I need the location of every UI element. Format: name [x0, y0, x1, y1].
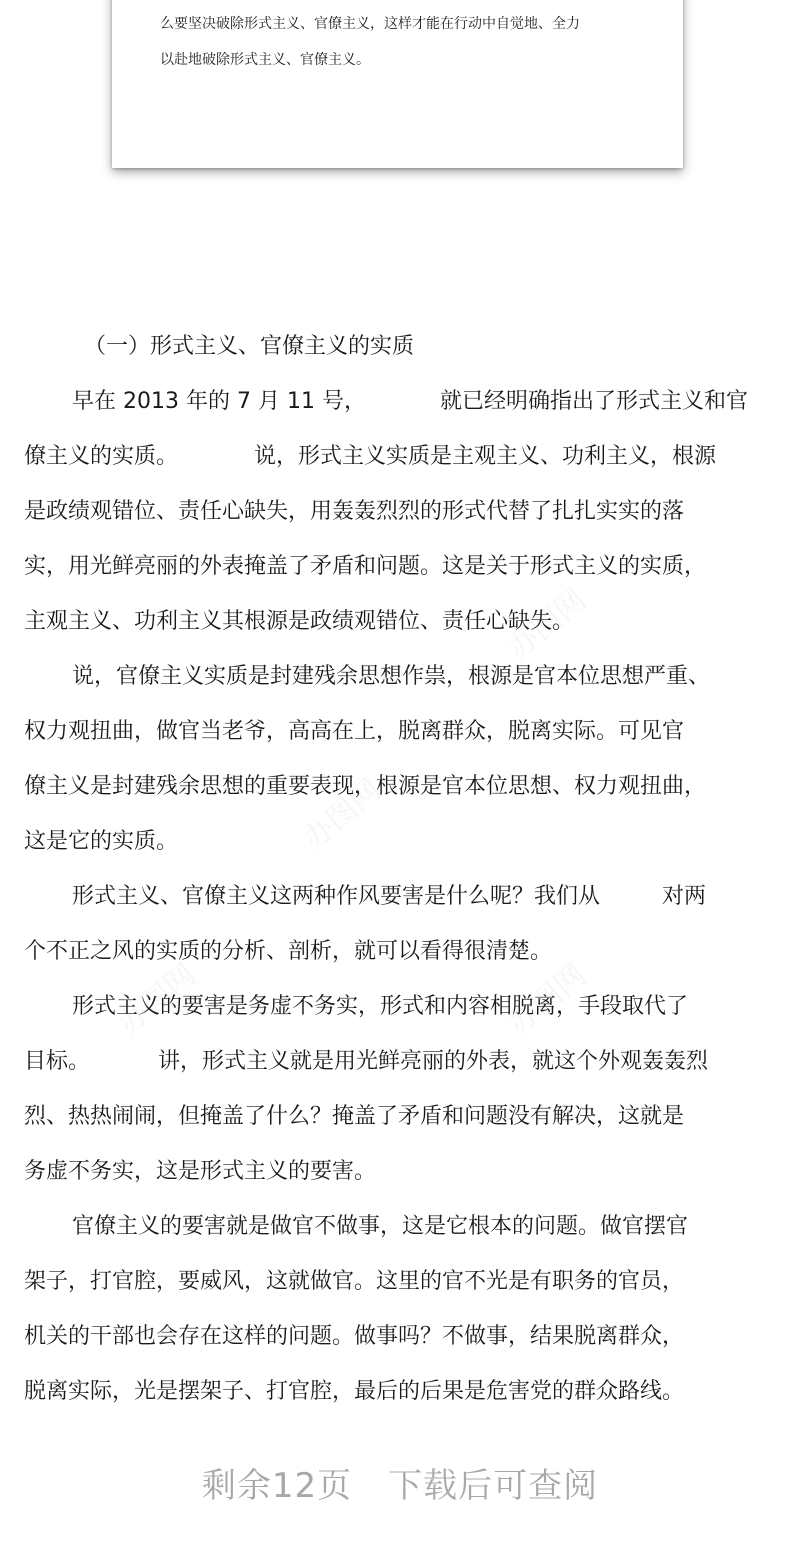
paragraph-line: 是政绩观错位、责任心缺失，用轰轰烈烈的形式代替了扎扎实实的落 — [24, 499, 685, 524]
paragraph-line: 形式主义的要害是务虚不务实，形式和内容相脱离，手段取代了 — [72, 994, 689, 1019]
paragraph-line: 说，官僚主义实质是封建残余思想作祟，根源是官本位思想严重、 — [72, 664, 711, 689]
paragraph-line: 架子，打官腔，要威风，这就做官。这里的官不光是有职务的官员， — [24, 1269, 685, 1294]
paragraph-line: 个不正之风的实质的分析、剖析，就可以看得很清楚。 — [24, 939, 553, 964]
paragraph-line: 权力观扭曲，做官当老爷，高高在上，脱离群众，脱离实际。可见官 — [24, 719, 685, 744]
download-prompt[interactable] — [0, 1466, 800, 1506]
paragraph-line: 主观主义、功利主义其根源是政绩观错位、责任心缺失。 — [24, 609, 575, 634]
paragraph-line: 这是它的实质。 — [24, 829, 179, 854]
watermark-3: 办图网 — [111, 957, 203, 1043]
quote-line: 以赴地破除形式主义、官僚主义。 — [160, 52, 370, 68]
paragraph-line: 早在 2013 年的 7 月 11 号， 就已经明确指出了形式主义和官 — [72, 389, 748, 414]
download-label: 下载后可查阅 — [388, 1466, 599, 1506]
watermark-4: 办图网 — [501, 957, 593, 1043]
quote-line: 么要坚决破除形式主义、官僚主义，这样才能在行动中自觉地、全力 — [160, 16, 580, 32]
paragraph-line: 僚主义的实质。 说，形式主义实质是主观主义、功利主义，根源 — [24, 444, 717, 469]
section-heading: （一）形式主义、官僚主义的实质 — [84, 334, 415, 359]
paragraph-line: 实，用光鲜亮丽的外表掩盖了矛盾和问题。这是关于形式主义的实质， — [24, 554, 707, 579]
paragraph-line: 形式主义、官僚主义这两种作风要害是什么呢？我们从 对两 — [72, 884, 707, 909]
paragraph-line: 务虚不务实，这是形式主义的要害。 — [24, 1159, 377, 1184]
remaining-pages-label: 剩余12页 — [201, 1466, 353, 1506]
paragraph-line: 脱离实际，光是摆架子、打官腔，最后的后果是危害党的群众路线。 — [24, 1379, 685, 1404]
quote-card — [112, 0, 683, 168]
paragraph-line: 目标。 讲，形式主义就是用光鲜亮丽的外表，就这个外观轰轰烈 — [24, 1049, 709, 1074]
watermark-1: 办图网 — [296, 772, 388, 858]
paragraph-line: 官僚主义的要害就是做官不做事，这是它根本的问题。做官摆官 — [72, 1214, 689, 1239]
paragraph-line: 机关的干部也会存在这样的问题。做事吗？不做事，结果脱离群众， — [24, 1324, 685, 1349]
paragraph-line: 烈、热热闹闹，但掩盖了什么？掩盖了矛盾和问题没有解决，这就是 — [24, 1104, 685, 1129]
watermark-2: 办图网 — [501, 582, 593, 668]
paragraph-line: 僚主义是封建残余思想的重要表现，根源是官本位思想、权力观扭曲， — [24, 774, 707, 799]
